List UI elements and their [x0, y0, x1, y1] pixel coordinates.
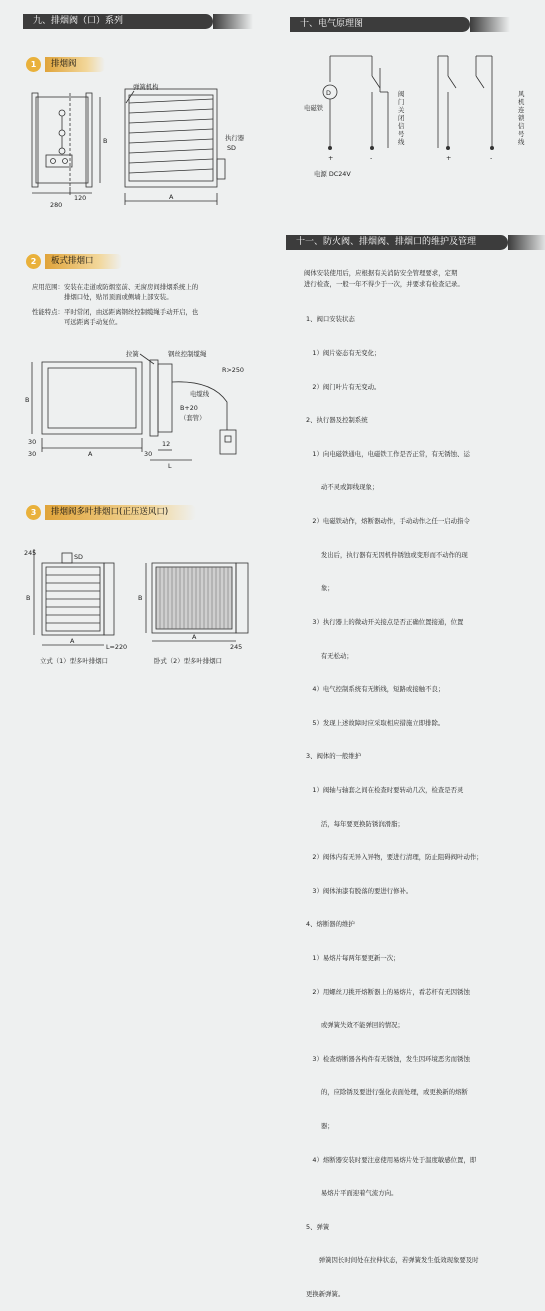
board-perf-text: 性能特点：平时常闭，由远距离钢丝控制缆绳手动开启，也 可远距离手动复位。 [32, 308, 199, 327]
dim-b-label: B [103, 137, 108, 145]
section10-title: 十、电气原理图 [300, 19, 364, 29]
sd2-label: SD [74, 553, 83, 561]
pull-spring-label: 拉簧 [126, 350, 139, 358]
board-scope-text: 应用范围：安装在走道或防烟室前、无窗房间排烟系统上的 排烟口处，贴吊顶面或侧墙上部安装。 [32, 283, 199, 302]
caption-horizontal: 卧式（2）型多叶排烟口 [154, 657, 222, 665]
dim2-30a-label: 30 [28, 438, 37, 446]
section11-title: 十一、防火阀、排烟阀、排烟口的维护及管理 [296, 237, 477, 247]
sub1-heading [26, 56, 105, 72]
maint-line: 2）用螺丝刀挑开熔断器上的易熔片，看芯杆有无因锈蚀 [306, 987, 470, 996]
valve-signal-label: 阀门关闭信号线 [398, 90, 405, 146]
power-label: 电源 DC24V [314, 170, 351, 178]
maint-line: 动不灵或卸线现象； [306, 483, 379, 492]
dim2-l-label: L [168, 462, 172, 470]
spring-mechanism-label: 弹簧机构 [133, 83, 159, 91]
multi-leaf-drawing [22, 545, 272, 670]
maint-line: 易熔片平面迎着气流方向。 [306, 1189, 398, 1198]
dim-120-label: 120 [74, 194, 87, 202]
maint-line: 更换新弹簧。 [306, 1290, 345, 1299]
sub3-title: 排烟阀多叶排烟口(正压送风口) [45, 505, 196, 520]
maint-line: 3）阀体油漆有脱落的要进行修补。 [306, 886, 413, 895]
section10-banner [290, 17, 470, 32]
maintenance-intro: 阀体安装使用后，应根据有关消防安全管理要求，定期 进行检查，一般一年不得少于一次，并要求有检查记录。 [304, 269, 464, 288]
section11-banner [286, 235, 508, 250]
sub2-heading [26, 253, 122, 269]
dim3-a-left-label: A [70, 637, 75, 645]
maint-line: 3、阀体的一般维护 [306, 752, 362, 761]
b20-label: B+20 [180, 404, 198, 412]
maint-line: 1）阀片姿态有无变化； [306, 349, 381, 358]
dim3-b-right-label: B [138, 594, 143, 602]
sleeve-label: （套管） [180, 414, 206, 422]
maint-line: 象； [306, 584, 334, 593]
sub3-number: 3 [26, 505, 41, 520]
maint-line: 弹簧因长时间处在拉伸状态，若弹簧发生低效现象要及时 [306, 1256, 479, 1265]
plus1-label: + [328, 154, 334, 162]
maint-line: 2）电磁铁动作，熔断器动作，手动动作之任一启动指令 [306, 517, 470, 526]
smoke-valve-drawing [22, 83, 252, 213]
maint-line: 2）阀体内有无异入异物，要进行清理，防止阻碍阀叶动作； [306, 853, 483, 862]
section9-title: 九、排烟阀（口）系列 [33, 16, 124, 26]
maint-line: 3）检查熔断器各构件有无锈蚀，发生因环境恶劣而锈蚀 [306, 1054, 470, 1063]
maint-line: 4）熔断器安装时要注意使用易熔片处于温度敏感位置，即 [306, 1155, 477, 1164]
dim3-245a-label: 245 [24, 549, 37, 557]
dim2-a-label: A [88, 450, 93, 458]
sub1-title: 排烟阀 [45, 57, 105, 72]
dim2-b-label: B [25, 396, 30, 404]
fan-signal-label: 风机连锁信号线 [518, 90, 525, 146]
dim3-245b-label: 245 [230, 643, 243, 651]
maint-line: 2、执行器及控制系统 [306, 416, 368, 425]
maint-line: 1、阀口安装状态 [306, 315, 355, 324]
coil-label: 电磁铁 [304, 104, 324, 112]
cable-label: 钢丝控制缆绳 [168, 350, 207, 358]
maint-line: 1）阀轴与轴套之间在检查时要转动几次，检查是否灵 [306, 785, 464, 794]
maint-line: 或弹簧失效不能弹回的情况； [306, 1021, 404, 1030]
caption-vertical: 立式（1）型多叶排烟口 [40, 657, 108, 665]
board-outlet-drawing [22, 342, 262, 472]
maint-line: 2）阀门叶片有无变动。 [306, 382, 381, 391]
dim3-a-right-label: A [192, 633, 197, 641]
maint-line: 发出后，执行器有无因机件锈蚀或变形而不动作的现 [306, 550, 468, 559]
minus2-label: - [490, 154, 493, 162]
maint-line: 的，应除锈及要进行强化表面处理，或更换新的熔断 [306, 1088, 468, 1097]
r250-label: R>250 [222, 366, 244, 374]
maint-line: 活，每年要更换防锈润滑脂； [306, 819, 404, 828]
dim2-12-label: 12 [162, 440, 171, 448]
sub2-title: 板式排烟口 [45, 254, 122, 269]
maintenance-list [306, 292, 542, 1311]
dim3-b-left-label: B [26, 594, 31, 602]
sub2-number: 2 [26, 254, 41, 269]
maint-line: 4）电气控制系统有无断线，短路或接触不良； [306, 685, 445, 694]
dim3-l220-label: L=220 [106, 643, 128, 651]
maint-line: 4、熔断器的维护 [306, 920, 355, 929]
sub3-heading [26, 504, 196, 520]
dim2-30c-label: 30 [144, 450, 153, 458]
actuator-label: 执行器 [225, 134, 245, 142]
maint-line: 有无松动； [306, 651, 353, 660]
section9-banner [23, 14, 213, 29]
plus2-label: + [446, 154, 452, 162]
dim-a-label: A [169, 193, 174, 201]
maint-line: 1）易熔片每两年要更新一次； [306, 953, 400, 962]
maint-line: 器； [306, 1122, 334, 1131]
sd-label: SD [227, 144, 236, 152]
dim2-30b-label: 30 [28, 450, 37, 458]
maint-line: 5）发现上述故障时应采取相应措施立即排除。 [306, 718, 445, 727]
dim-280-label: 280 [50, 201, 63, 209]
sub1-number: 1 [26, 57, 41, 72]
maint-line: 1）向电磁铁通电，电磁铁工作是否正常，有无锈蚀、运 [306, 449, 470, 458]
wire-label: 电缆线 [190, 390, 210, 398]
circuit-diagram [300, 48, 530, 188]
coil-d-label: D [326, 89, 331, 97]
maint-line: 3）执行器上的微动开关接点是否正确位置接通，位置 [306, 617, 464, 626]
minus1-label: - [370, 154, 373, 162]
maint-line: 5、弹簧 [306, 1222, 330, 1231]
